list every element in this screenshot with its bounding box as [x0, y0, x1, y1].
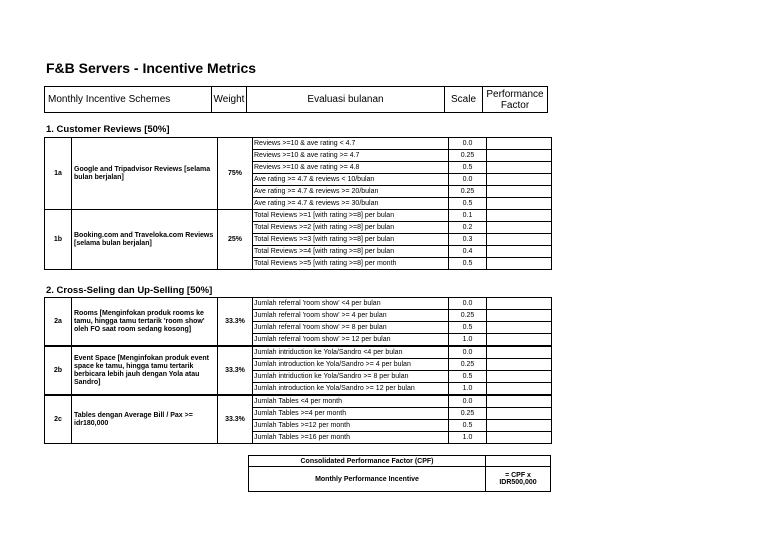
scheme-id: 1a: [45, 138, 72, 210]
incentive-value-line1: = CPF x: [505, 472, 531, 479]
criteria-text: Jumlah Tables >=4 per month: [253, 408, 449, 420]
scheme-block-2a: [44, 297, 552, 346]
criteria-row: [45, 138, 552, 150]
scale-value: 1.0: [449, 383, 487, 395]
scheme-id: 2a: [45, 298, 72, 346]
criteria-text: Jumlah intriduction ke Yola/Sandro >= 8 per bulan: [253, 371, 449, 383]
scale-value: 0.0: [449, 396, 487, 408]
performance-cell[interactable]: [487, 359, 552, 371]
performance-cell[interactable]: [487, 310, 552, 322]
performance-cell[interactable]: [487, 334, 552, 346]
performance-cell[interactable]: [487, 234, 552, 246]
summary-table: [248, 455, 551, 492]
criteria-text: Ave rating >= 4.7 & reviews < 10/bulan: [253, 174, 449, 186]
scheme-weight: 75%: [218, 138, 253, 210]
performance-cell[interactable]: [487, 258, 552, 270]
header-scale: Scale: [445, 87, 483, 113]
criteria-text: Ave rating >= 4.7 & reviews >= 20/bulan: [253, 186, 449, 198]
summary-row: [249, 467, 551, 492]
performance-cell[interactable]: [487, 408, 552, 420]
criteria-text: Total Reviews >=1 [with rating >=8] per bulan: [253, 210, 449, 222]
criteria-text: Total Reviews >=2 [with rating >=8] per bulan: [253, 222, 449, 234]
scale-value: 0.25: [449, 359, 487, 371]
scale-value: 0.5: [449, 198, 487, 210]
scheme-name: Google and Tripadvisor Reviews [selama bulan berjalan]: [72, 138, 218, 210]
scale-value: 0.25: [449, 186, 487, 198]
scale-value: 0.5: [449, 258, 487, 270]
performance-cell[interactable]: [487, 138, 552, 150]
scale-value: 0.2: [449, 222, 487, 234]
scale-value: 1.0: [449, 432, 487, 444]
scheme-name: Booking.com and Traveloka.com Reviews [selama bulan berjalan]: [72, 210, 218, 270]
criteria-text: Jumlah introduction ke Yola/Sandro >= 4 per bulan: [253, 359, 449, 371]
page-title: F&B Servers - Incentive Metrics: [46, 60, 257, 76]
criteria-text: Total Reviews >=5 [with rating >=8] per month: [253, 258, 449, 270]
scale-value: 0.5: [449, 420, 487, 432]
scale-value: 0.25: [449, 408, 487, 420]
scheme-id: 2c: [45, 396, 72, 444]
performance-cell[interactable]: [487, 246, 552, 258]
incentive-label: Monthly Performance Incentive: [249, 467, 486, 492]
cpf-value-cell[interactable]: [486, 456, 551, 467]
header-evaluation: Evaluasi bulanan: [247, 87, 445, 113]
criteria-text: Total Reviews >=4 [with rating >=8] per bulan: [253, 246, 449, 258]
header-performance: Performance Factor: [483, 87, 548, 113]
summary-row: [249, 456, 551, 467]
criteria-text: Reviews >=10 & ave rating >= 4.7: [253, 150, 449, 162]
performance-cell[interactable]: [487, 347, 552, 359]
scale-value: 0.5: [449, 162, 487, 174]
criteria-row: [45, 210, 552, 222]
scheme-weight: 33.3%: [218, 347, 253, 395]
criteria-text: Ave rating >= 4.7 & reviews >= 30/bulan: [253, 198, 449, 210]
scale-value: 0.25: [449, 310, 487, 322]
performance-cell[interactable]: [487, 298, 552, 310]
incentive-value: [486, 467, 551, 492]
header-row: [45, 87, 548, 113]
scale-value: 0.0: [449, 174, 487, 186]
scheme-id: 2b: [45, 347, 72, 395]
header-table: [44, 86, 548, 113]
performance-cell[interactable]: [487, 150, 552, 162]
criteria-row: [45, 298, 552, 310]
scale-value: 0.0: [449, 347, 487, 359]
scheme-block-1a: [44, 137, 552, 210]
criteria-text: Jumlah Tables <4 per month: [253, 396, 449, 408]
section-title: 2. Cross-Seling dan Up-Selling [50%]: [46, 285, 213, 296]
scale-value: 0.0: [449, 138, 487, 150]
scheme-block-2b: [44, 346, 552, 395]
performance-cell[interactable]: [487, 198, 552, 210]
criteria-text: Jumlah introduction ke Yola/Sandro >= 12 per bulan: [253, 383, 449, 395]
scale-value: 0.1: [449, 210, 487, 222]
performance-cell[interactable]: [487, 371, 552, 383]
criteria-text: Jumlah referral 'room show' >= 4 per bulan: [253, 310, 449, 322]
scale-value: 0.3: [449, 234, 487, 246]
criteria-text: Jumlah Tables >=12 per month: [253, 420, 449, 432]
scale-value: 0.5: [449, 371, 487, 383]
incentive-value-line2: IDR500,000: [499, 479, 537, 486]
scale-value: 0.5: [449, 322, 487, 334]
scale-value: 0.4: [449, 246, 487, 258]
criteria-text: Reviews >=10 & ave rating < 4.7: [253, 138, 449, 150]
criteria-text: Total Reviews >=3 [with rating >=8] per bulan: [253, 234, 449, 246]
scheme-block-1b: [44, 209, 552, 270]
performance-cell[interactable]: [487, 222, 552, 234]
performance-cell[interactable]: [487, 174, 552, 186]
scale-value: 0.0: [449, 298, 487, 310]
section-title: 1. Customer Reviews [50%]: [46, 124, 170, 135]
criteria-text: Jumlah referral 'room show' <4 per bulan: [253, 298, 449, 310]
performance-cell[interactable]: [487, 210, 552, 222]
criteria-text: Jumlah referral 'room show' >= 8 per bulan: [253, 322, 449, 334]
cpf-label: Consolidated Performance Factor (CPF): [249, 456, 486, 467]
header-scheme: Monthly Incentive Schemes: [45, 87, 212, 113]
performance-cell[interactable]: [487, 322, 552, 334]
scale-value: 0.25: [449, 150, 487, 162]
criteria-text: Jumlah intriduction ke Yola/Sandro <4 per bulan: [253, 347, 449, 359]
header-weight: Weight: [212, 87, 247, 113]
scheme-name: Tables dengan Average Bill / Pax >= idr180,000: [72, 396, 218, 444]
scheme-id: 1b: [45, 210, 72, 270]
performance-cell[interactable]: [487, 420, 552, 432]
scheme-weight: 33.3%: [218, 298, 253, 346]
scheme-weight: 25%: [218, 210, 253, 270]
criteria-text: Jumlah Tables >=16 per month: [253, 432, 449, 444]
scheme-weight: 33.3%: [218, 396, 253, 444]
scale-value: 1.0: [449, 334, 487, 346]
criteria-row: [45, 396, 552, 408]
criteria-text: Jumlah referral 'room show' >= 12 per bulan: [253, 334, 449, 346]
performance-cell[interactable]: [487, 186, 552, 198]
scheme-name: Rooms [Menginfokan produk rooms ke tamu, hingga tamu tertarik 'room show' oleh FO saat room sedang kosong]: [72, 298, 218, 346]
criteria-text: Reviews >=10 & ave rating >= 4.8: [253, 162, 449, 174]
scheme-block-2c: [44, 395, 552, 444]
performance-cell[interactable]: [487, 383, 552, 395]
performance-cell[interactable]: [487, 396, 552, 408]
performance-cell[interactable]: [487, 432, 552, 444]
scheme-name: Event Space [Menginfokan produk event space ke tamu, hingga tamu tertarik berbicara lebih jauh dengan Yola atau Sandro]: [72, 347, 218, 395]
performance-cell[interactable]: [487, 162, 552, 174]
criteria-row: [45, 347, 552, 359]
